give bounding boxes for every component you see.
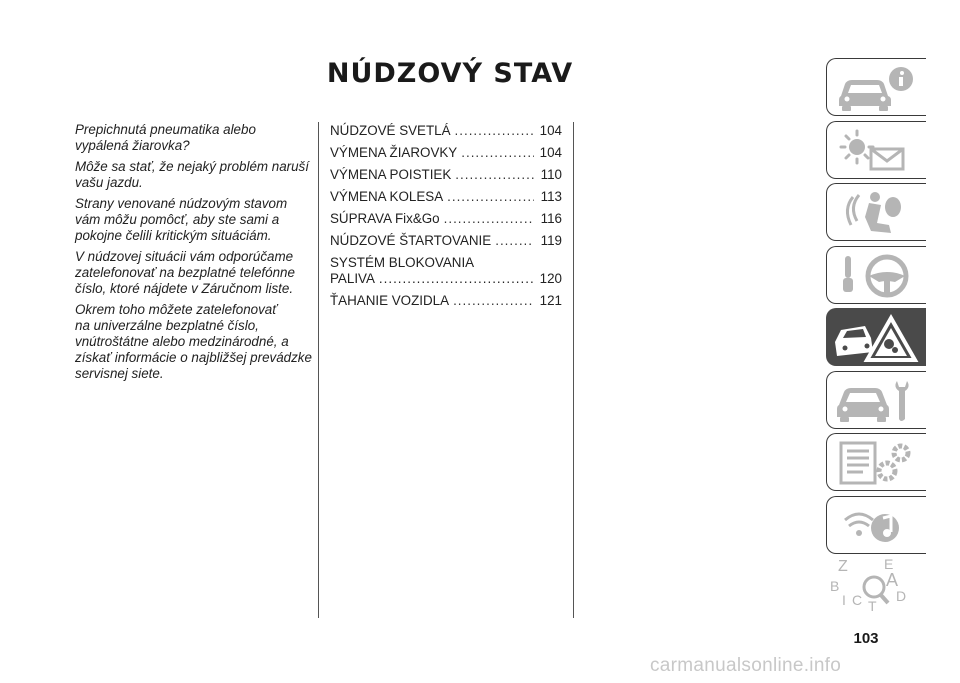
dot-leader [495, 233, 534, 249]
toc-entry[interactable]: VÝMENA POISTIEK ..... 110 [330, 167, 562, 189]
intro-paragraph-5: Okrem toho môžete zatelefonovať na univerzálne bezplatné číslo, vnútroštátne alebo medzinárodné, a získať informácie o najbližšej prevádzke servisnej siete. [75, 302, 312, 381]
specs-gear-icon [831, 437, 923, 489]
page-title: NÚDZOVÝ STAV [326, 58, 574, 89]
index-letter: Z [838, 558, 848, 575]
index-letter: D [896, 588, 907, 604]
index-letter: T [868, 598, 877, 614]
steering-wheel-icon [831, 250, 923, 302]
toc-entry[interactable]: VÝMENA ŽIAROVKY ..... 104 [330, 145, 562, 167]
index-letter: I [842, 592, 846, 608]
index-letter: C [852, 592, 863, 608]
tab-safety[interactable] [826, 183, 926, 241]
dot-leader [453, 293, 534, 309]
toc-entry[interactable]: ŤAHANIE VOZIDLA ..... 121 [330, 293, 562, 315]
tab-car-info[interactable] [826, 58, 926, 116]
index-letter: B [830, 578, 840, 594]
toc-entry[interactable]: NÚDZOVÉ ŠTARTOVANIE ..... 119 [330, 233, 562, 255]
intro-text [75, 122, 313, 387]
car-maintenance-icon [831, 375, 923, 427]
index-letter: E [884, 556, 894, 572]
toc-entry[interactable]: SÚPRAVA Fix&Go ..... 116 [330, 211, 562, 233]
toc-entry[interactable]: VÝMENA KOLESA ..... 113 [330, 189, 562, 211]
intro-paragraph-2: Môže sa stať, že nejaký problém naruší vašu jazdu. [75, 159, 309, 190]
tab-starting-driving[interactable] [826, 246, 926, 304]
tab-maintenance[interactable] [826, 371, 926, 429]
airbag-seat-icon [831, 187, 923, 239]
page-number: 103 [853, 630, 879, 647]
car-info-icon [831, 62, 923, 114]
multimedia-icon [831, 500, 923, 552]
dot-leader [379, 271, 534, 287]
index-letter: A [886, 570, 899, 590]
lights-message-icon [831, 125, 923, 177]
intro-paragraph-3: Strany venované núdzovým stavom vám môžu pomôcť, aby ste sami a pokojne čelili kritickým situáciám. [75, 196, 288, 243]
tab-technical-data[interactable] [826, 433, 926, 491]
column-divider-left [318, 122, 319, 618]
emergency-warning-icon [831, 312, 923, 364]
watermark: carmanualsonline.info [650, 655, 842, 676]
toc-entry-multiline[interactable]: SYSTÉM BLOKOVANIA PALIVA ..... 120 [330, 255, 562, 293]
tab-multimedia[interactable] [826, 496, 926, 554]
intro-paragraph-4: V núdzovej situácii vám odporúčame zatelefonovať na bezplatné telefónne číslo, ktoré nájdete v Záručnom liste. [75, 249, 295, 296]
chapter-tabs [826, 58, 932, 621]
intro-paragraph-1: Prepichnutá pneumatika alebo vypálená žiarovka? [75, 122, 256, 153]
tab-index[interactable] [826, 558, 926, 616]
dot-leader [455, 123, 534, 139]
dot-leader [455, 167, 534, 183]
dot-leader [461, 145, 534, 161]
column-divider-right [573, 122, 574, 618]
dot-leader [444, 211, 534, 227]
dot-leader [447, 189, 534, 205]
toc-entry[interactable]: NÚDZOVÉ SVETLÁ ..... 104 [330, 123, 562, 145]
tab-emergency[interactable] [826, 308, 926, 366]
tab-lights-messages[interactable] [826, 121, 926, 179]
table-of-contents [330, 123, 562, 315]
